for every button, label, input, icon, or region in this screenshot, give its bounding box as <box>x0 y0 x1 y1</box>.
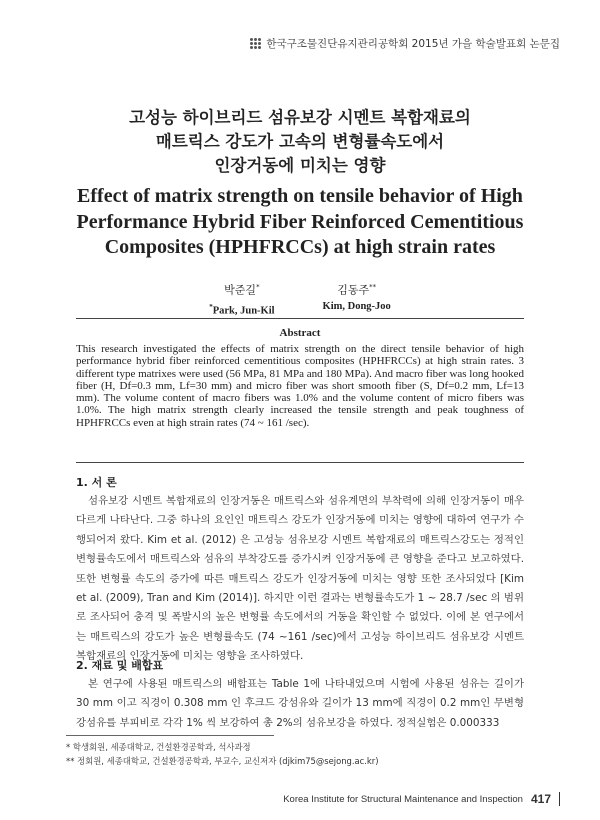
korean-title-line: 인장거동에 미치는 영향 <box>214 156 386 175</box>
abstract-bottom-rule <box>76 462 524 463</box>
footnote: ** 정회원, 세종대학교, 건설환경공학과, 부교수, 교신저자 (djkim75@sejong.ac.kr) <box>66 756 379 766</box>
author <box>209 279 274 319</box>
author-mark: * <box>209 302 213 311</box>
footnote-rule <box>66 735 274 736</box>
author-name-en: Kim, Dong-Joo <box>322 300 391 312</box>
section-paragraph: 본 연구에 사용된 매트릭스의 배합표는 Table 1에 나타내었으며 시험에 사용된 섬유는 길이가 30 mm 이고 직경이 0.308 mm 인 후크드 강섬유와 길이가 13 mm에 직경이 0.2 mm인 무변형 강섬유를 부피비로 각각 1% 씩 보강하여 총 2%의 섬유보강을 하였다. 정적실험은 0.000333 <box>76 678 524 729</box>
author <box>323 279 391 319</box>
english-title-line: Effect of matrix strength on tensile behavior of High <box>77 185 523 207</box>
author-name-kr: 박준길 <box>224 283 257 297</box>
footnote: * 학생회원, 세종대학교, 건설환경공학과, 석사과정 <box>66 742 251 752</box>
korean-title-line: 매트릭스 강도가 고속의 변형률속도에서 <box>155 132 445 151</box>
conference-logo-icon <box>250 38 262 50</box>
author-list <box>0 279 600 319</box>
footer-divider <box>559 792 560 806</box>
english-title-line: Performance Hybrid Fiber Reinforced Cementitious <box>76 210 524 233</box>
running-header <box>250 36 560 51</box>
conference-name: 한국구조물진단유지관리공학회 2015년 가을 학술발표회 논문집 <box>266 38 560 50</box>
author-mark: * <box>256 283 260 291</box>
abstract-heading: Abstract <box>279 327 321 339</box>
section-heading: 1. 서 론 <box>76 476 117 489</box>
publisher-name: Korea Institute for Structural Maintenance and Inspection <box>283 793 523 805</box>
english-title-line: Composites (HPHFRCCs) at high strain rates <box>104 236 496 258</box>
author-name-en: Park, Jun-Kil <box>212 305 275 317</box>
page-number: 417 <box>530 792 551 806</box>
author-name-kr: 김동주 <box>337 283 370 297</box>
section-paragraph: 섬유보강 시멘트 복합재료의 인장거동은 매트릭스와 섬유계면의 부착력에 의해 인장거동이 매우 다르게 나타난다. 그중 하나의 요인인 매트릭스 강도가 인장거동에 미치는 영향에 대하여 연구가 수행되어져 왔다. Kim et al. (2012) 은 고성능 섬유보강 시멘트 복합재료의 매트릭스강도는 정적인 변형률속도에서 매트릭스와 섬유의 부착강도를 증가시켜 인장거동에 큰 영향을 준다고 보고하였다. 또한 변형률 속도의 증가에 따른 매트릭스 강도가 인장거동에 미치는 영향 또한 조사되었다 [Kim et al. (2009), Tran and Kim (2014)]. 하지만 이런 결과는 변형률속도가 1 ~ 28.7 /sec 의 범위로 조사되어 충격 및 폭발시의 높은 변형률 속도에서의 거동을 확인할 수 없었다. 이에 본 연구에서는 매트릭스의 강도가 높은 변형률속도 (74 ~161 /sec)에서 고성능 하이브리드 섬유보강 시멘트 복합재료의 인장거동에 미치는 영향을 조사하였다. <box>76 495 524 663</box>
author-mark: ** <box>369 283 377 291</box>
section-heading: 2. 재료 및 배합표 <box>76 659 164 672</box>
abstract-text: This research investigated the effects of matrix strength on the direct tensile behavior of high performance hybrid fiber reinforced cementitious composites (HPHFRCCs) at high strain rates. 3 different type matrixes were used (56 MPa, 81 MPa and 180 MPa). And macro fiber was long hooked fiber (H, Df=0.3 mm, Lf=30 mm) and micro fiber was short smooth fiber (S, Df=0.2 mm, Lf=13 mm). The volume content of macro fibers was 1.0% and the volume content of micro fibers was 1.0%. The high matrix strength clearly increased the tensile strength and peak toughness of HPHFRCCs even at high strain rates (74 ~ 161 /sec). <box>76 343 524 429</box>
page-footer <box>283 792 560 806</box>
abstract-top-rule <box>76 318 524 319</box>
korean-title <box>0 106 600 178</box>
korean-title-line: 고성능 하이브리드 섬유보강 시멘트 복합재료의 <box>129 108 471 127</box>
english-title <box>0 184 600 261</box>
